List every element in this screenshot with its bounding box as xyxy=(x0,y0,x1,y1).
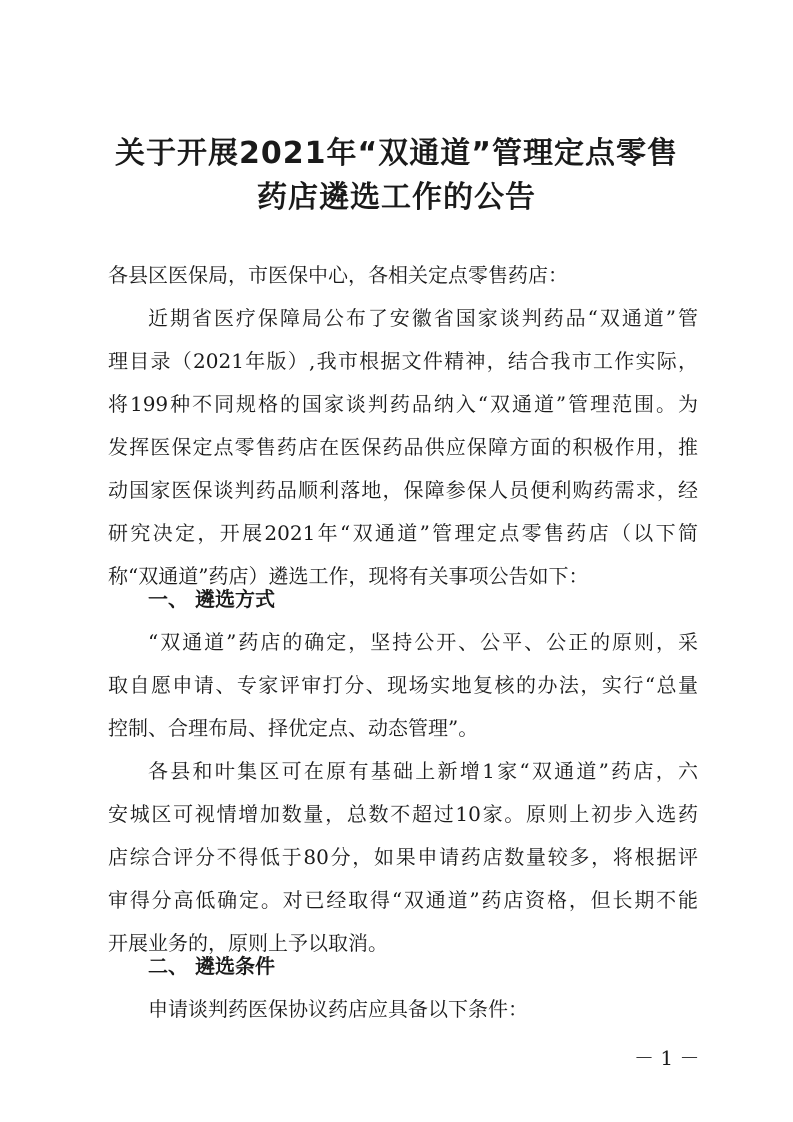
section-1-para-2-line: 店综合评分不得低于80分，如果申请药店数量较多，将根据评 xyxy=(108,845,698,869)
document-title-line-2: 药店遴选工作的公告 xyxy=(257,180,536,215)
section-1-para-2-line: 开展业务的，原则上予以取消。 xyxy=(108,931,388,955)
section-1-para-1-line: 控制、合理布局、择优定点、动态管理”。 xyxy=(108,716,479,740)
intro-line: 发挥医保定点零售药店在医保药品供应保障方面的积极作用，推 xyxy=(108,435,698,459)
intro-line: 研究决定，开展2021年“双通道”管理定点零售药店（以下简 xyxy=(108,521,698,545)
intro-line: 将199种不同规格的国家谈判药品纳入“双通道”管理范围。为 xyxy=(108,392,698,416)
section-1-para-2-line: 审得分高低确定。对已经取得“双通道”药店资格，但长期不能 xyxy=(108,888,698,912)
intro-line: 近期省医疗保障局公布了安徽省国家谈判药品“双通道”管 xyxy=(148,306,698,330)
section-2-heading: 二、 遴选条件 xyxy=(148,954,275,978)
page-number: － 1 － xyxy=(634,1046,700,1070)
section-1-para-2-line: 各县和叶集区可在原有基础上新增1家“双通道”药店，六 xyxy=(148,759,698,783)
intro-line: 称“双通道”药店）遴选工作，现将有关事项公告如下： xyxy=(108,564,589,588)
section-1-para-1-line: “双通道”药店的确定，坚持公开、公平、公正的原则，采 xyxy=(148,630,698,654)
section-1-para-1-line: 取自愿申请、专家评审打分、现场实地复核的办法，实行“总量 xyxy=(108,673,698,697)
intro-line: 理目录（2021年版）,我市根据文件精神，结合我市工作实际， xyxy=(108,349,698,373)
section-2-para-1: 申请谈判药医保协议药店应具备以下条件： xyxy=(148,997,528,1021)
section-1-heading: 一、 遴选方式 xyxy=(148,587,275,611)
salutation: 各县区医保局，市医保中心，各相关定点零售药店： xyxy=(108,263,568,287)
intro-line: 动国家医保谈判药品顺利落地，保障参保人员便利购药需求，经 xyxy=(108,478,698,502)
document-title-line-1: 关于开展2021年“双通道”管理定点零售 xyxy=(115,136,678,171)
section-1-para-2-line: 安城区可视情增加数量，总数不超过10家。原则上初步入选药 xyxy=(108,802,698,826)
